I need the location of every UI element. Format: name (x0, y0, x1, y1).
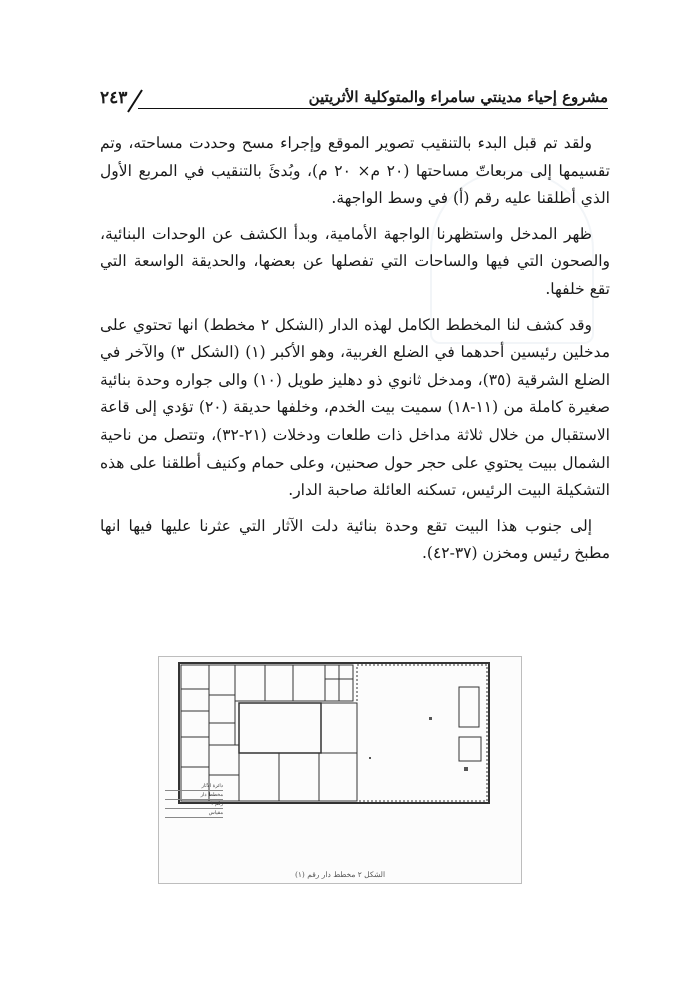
page-header (100, 86, 608, 114)
legend-line: مخطط دار (165, 791, 223, 800)
running-title: مشروع إحياء مدينتي سامراء والمتوكلية الأثريتين (308, 88, 608, 106)
legend-line: دائرة الآثار (165, 782, 223, 791)
floor-plan-drawing (159, 657, 521, 867)
paragraph: ظهر المدخل واستظهرنا الواجهة الأمامية، وبدأ الكشف عن الوحدات البنائية، والصحون التي فيها والساحات التي تفصلها عن بعضها، والحديقة الواسعة التي تقع خلفها. (100, 224, 610, 298)
paragraph: ولقد تم قبل البدء بالتنقيب تصوير الموقع وإجراء مسح وحددت مساحته، وتم تقسيمها إلى مربعاتّ مساحتها (٢٠ م× ٢٠ م)، وبُدئَ بالتنقيب في المربع الأول الذي أطلقنا عليه رقم (أ) في وسط الواجهة. (100, 134, 610, 208)
paragraph: وقد كشف لنا المخطط الكامل لهذه الدار (الشكل ٢ مخطط) انها تحتوي على مدخلين رئيسين أحدهما في الضلع الغربية، وهو الأكبر (١) (الشكل ٣) والآخر في الضلع الشرقية (٣٥)، ومدخل ثانوي ذو دهليز طويل (١٠) والى جواره وحدة بنائية صغيرة كاملة من (١١-١٨) سميت بيت الخدم، وخلفها حديقة (٢٠) تؤدي إلى قاعة الاستقبال من خلال ثلاثة مداخل ذات طلعات ودخلات (٢١-٣٢)، وتتصل من ناحية الشمال ببيت يحتوي على حجر حول صحنين، وعلى حمام وكنيف أطلقنا على هذه التشكيلة البيت الرئيس، تسكنه العائلة صاحبة الدار. (100, 315, 611, 500)
legend-line: رقم ١ (165, 800, 223, 809)
body-text (100, 130, 610, 576)
floor-plan-figure (158, 656, 522, 884)
figure-caption: الشكل ٢ مخطط دار رقم (١) (294, 870, 386, 879)
page-number: ٢٤٣ (100, 88, 128, 108)
legend-line: مقياس (165, 809, 223, 818)
plan-legend (165, 782, 223, 818)
paragraph: إلى جنوب هذا البيت تقع وحدة بنائية دلت الآثار التي عثرنا عليها فيها انها مطبخ رئيس ومخزن (٣٧-٤٢). (100, 516, 610, 563)
header-rule (138, 108, 608, 109)
